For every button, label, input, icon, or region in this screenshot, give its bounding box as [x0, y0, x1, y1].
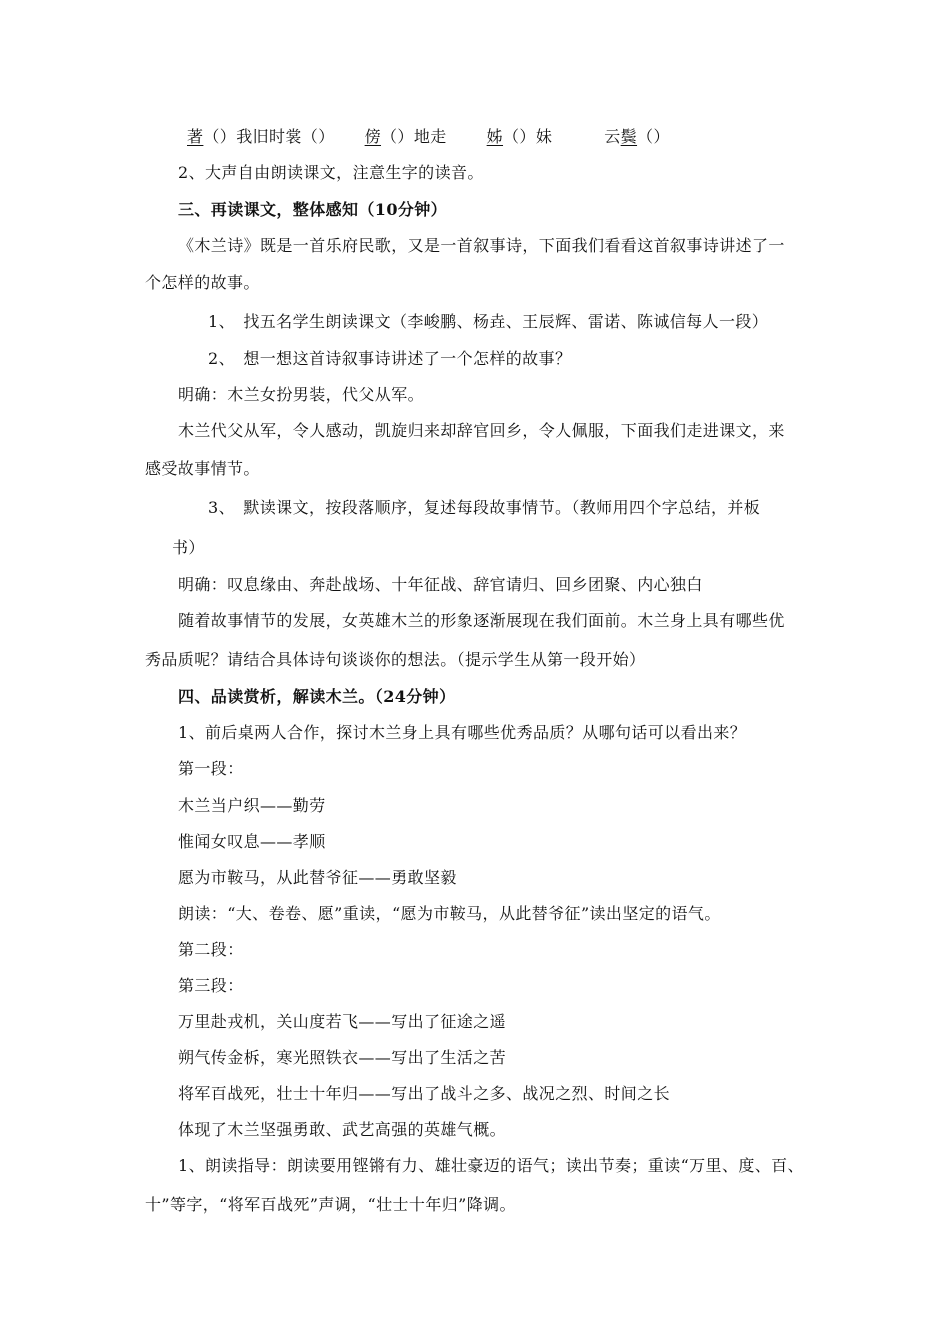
analysis-line: 木兰当户织——勤劳	[178, 796, 326, 815]
story-paragraph-line-1: 随着故事情节的发展，女英雄木兰的形象逐渐展现在我们面前。木兰身上具有哪些优	[178, 611, 785, 630]
underlined-character: 傍	[364, 127, 382, 146]
paragraph-1-label: 第一段：	[178, 759, 244, 778]
exercise-text: 云	[604, 127, 621, 146]
exercise-text: （）我旧时裳（）	[203, 127, 335, 146]
underlined-character: 鬓	[620, 127, 638, 146]
section-3-heading: 三、再读课文，整体感知（10分钟）	[178, 200, 448, 219]
question-1: 1、前后桌两人合作，探讨木兰身上具有哪些优秀品质？从哪句话可以看出来？	[178, 723, 747, 742]
transition-paragraph-line-2: 感受故事情节。	[145, 459, 260, 478]
clarification-2: 明确：叹息缘由、奔赴战场、十年征战、辞官请归、回乡团聚、内心独白	[178, 575, 703, 594]
paragraph-3-label: 第三段：	[178, 976, 244, 995]
analysis-line: 将军百战死，壮士十年归——写出了战斗之多、战况之烈、时间之长	[178, 1084, 671, 1103]
reading-guidance-1: 朗读：“大、卷卷、愿”重读，“愿为市鞍马，从此替爷征”读出坚定的语气。	[178, 904, 721, 923]
intro-paragraph-line-1: 《木兰诗》既是一首乐府民歌，又是一首叙事诗，下面我们看看这首叙事诗讲述了一	[178, 236, 785, 255]
clarification-1: 明确：木兰女扮男装，代父从军。	[178, 385, 425, 404]
pinyin-exercise-row	[187, 127, 670, 147]
underlined-character: 著	[187, 127, 204, 146]
story-paragraph-line-2: 秀品质呢？请结合具体诗句谈谈你的想法。（提示学生从第一段开始）	[145, 650, 646, 669]
exercise-text: （）地走	[381, 127, 447, 146]
list-item-2: 2、 想一想这首诗叙事诗讲述了一个怎样的故事？	[208, 349, 572, 368]
transition-paragraph-line-1: 木兰代父从军，令人感动，凯旋归来却辞官回乡，令人佩服，下面我们走进课文，来	[178, 421, 785, 440]
underlined-character: 姊	[486, 127, 504, 146]
list-item-3-line-1: 3、 默读课文，按段落顺序，复述每段故事情节。（教师用四个字总结，并板	[208, 498, 761, 517]
exercise-text: （）	[637, 127, 670, 146]
list-item-1: 1、 找五名学生朗读课文（李峻鹏、杨垚、王辰辉、雷诺、陈诚信每人一段）	[208, 312, 769, 331]
list-item-3-line-2: 书）	[172, 538, 205, 557]
summary-line: 体现了木兰坚强勇敢、武艺高强的英雄气概。	[178, 1120, 507, 1139]
reading-guidance-2-line-1: 1、朗读指导：朗读要用铿锵有力、雄壮豪迈的语气；读出节奏；重读“万里、度、百、	[178, 1156, 804, 1175]
exercise-text: （）妹	[503, 127, 553, 146]
analysis-line: 愿为市鞍马，从此替爷征——勇敢坚毅	[178, 868, 457, 887]
reading-guidance-2-line-2: 十”等字，“将军百战死”声调，“壮士十年归”降调。	[145, 1195, 516, 1214]
analysis-line: 朔气传金柝，寒光照铁衣——写出了生活之苦	[178, 1048, 507, 1067]
analysis-line: 惟闻女叹息——孝顺	[178, 832, 326, 851]
intro-paragraph-line-2: 个怎样的故事。	[145, 273, 260, 292]
paragraph-2-label: 第二段：	[178, 940, 244, 959]
section-4-heading: 四、品读赏析，解读木兰。（24分钟）	[178, 687, 456, 706]
analysis-line: 万里赴戎机，关山度若飞——写出了征途之遥	[178, 1012, 507, 1031]
step-2-read-aloud: 2、大声自由朗读课文，注意生字的读音。	[178, 163, 484, 182]
